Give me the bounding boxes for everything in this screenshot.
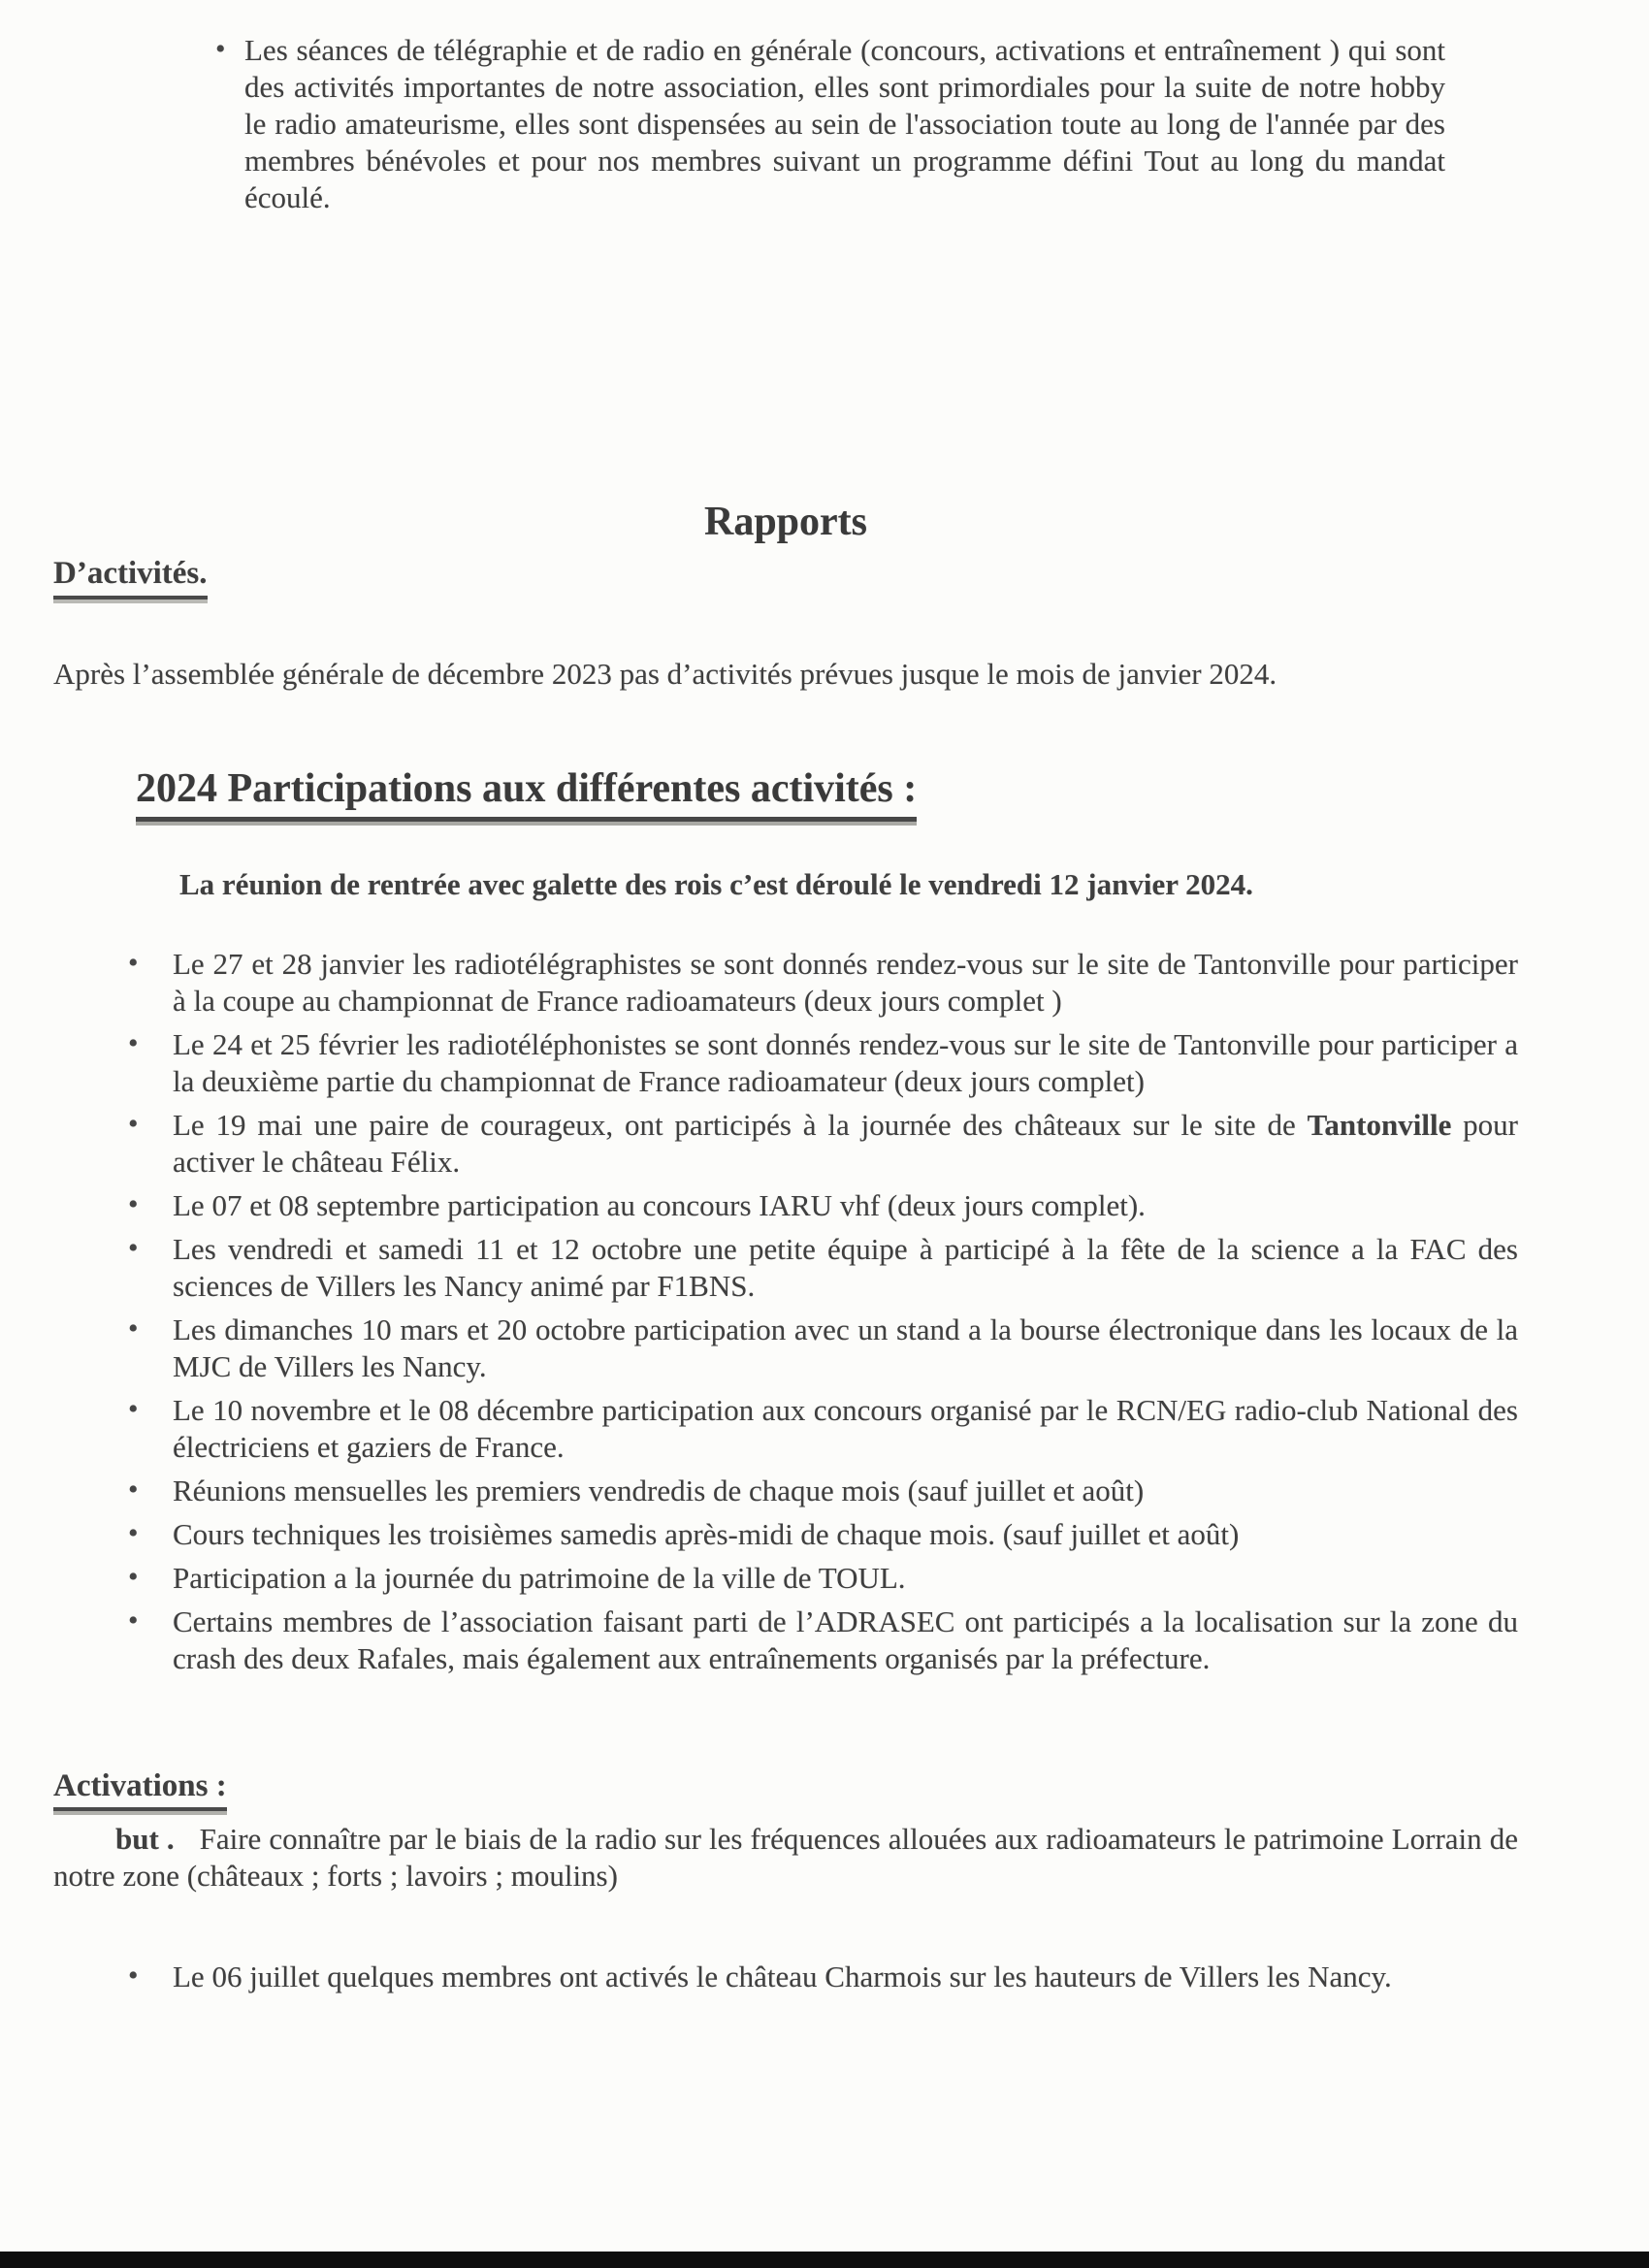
activity-text: pour activer le château Félix. [173, 1108, 1519, 1179]
but-text: Faire connaître par le biais de la radio sur les fréquences allouées aux radioamateurs le patrimoine Lorrain de notre zone (châteaux ; forts ; lavoirs ; moulins) [53, 1822, 1518, 1893]
activity-text: Le 19 mai une paire de courageux, ont participés à la journée des châteaux sur le site de [173, 1108, 1308, 1142]
intro-paragraph: Après l’assemblée générale de décembre 2023 pas d’activités prévues jusque le mois de janvier 2024. [53, 657, 1277, 691]
activation-text: Le 06 juillet quelques membres ont activés le château Charmois sur les hauteurs de Villers les Nancy. [173, 1960, 1392, 1993]
activity-text: Participation a la journée du patrimoine de la ville de TOUL. [173, 1561, 906, 1595]
list-item [126, 1560, 1518, 1597]
but-label: but . [115, 1822, 175, 1856]
activity-text: Cours techniques les troisièmes samedis après-midi de chaque mois. (sauf juillet et août) [173, 1517, 1240, 1551]
list-item [126, 1107, 1518, 1181]
list-item [126, 1392, 1518, 1466]
participations-heading-text: 2024 Participations aux différentes activités : [136, 764, 917, 822]
list-item [215, 32, 1445, 216]
list-item [126, 1516, 1518, 1553]
list-item [126, 946, 1518, 1020]
bullet-icon: • [128, 1474, 139, 1506]
bullet-icon: • [128, 1561, 139, 1593]
activations-purpose [53, 1821, 1518, 1895]
bullet-icon: • [215, 33, 226, 65]
bullet-icon: • [128, 1188, 139, 1220]
list-item [126, 1473, 1518, 1509]
activations-heading [53, 1766, 1518, 1811]
activity-text: Les vendredi et samedi 11 et 12 octobre une petite équipe à participé à la fête de la science a la FAC des sciences de Villers les Nancy animé par F1BNS. [173, 1232, 1518, 1303]
activity-text: Certains membres de l’association faisant parti de l’ADRASEC ont participés a la localisation sur la zone du crash des deux Rafales, mais également aux entraînements organisés par la préfecture. [173, 1604, 1518, 1675]
activity-text-bold: Tantonville [1307, 1108, 1452, 1142]
bullet-icon: • [128, 1960, 139, 1992]
intro-bullet-text: Les séances de télégraphie et de radio en générale (concours, activations et entraînement ) qui sont des activités importantes de notre association, elles sont primordiales pour la suite de notre hobby le radio amateurisme, elles sont dispensées au sein de l'association toute au long de l'année par des membres bénévoles et pour nos membres suivant un programme défini Tout au long du mandat écoulé. [244, 33, 1445, 214]
scan-edge-artifact [0, 2252, 1649, 2268]
list-item [126, 1231, 1518, 1305]
list-item [126, 1026, 1518, 1100]
bullet-icon: • [128, 1232, 139, 1264]
bullet-icon: • [128, 1517, 139, 1549]
list-item [126, 1312, 1518, 1385]
bullet-icon: • [128, 1108, 139, 1140]
bullet-icon: • [128, 1393, 139, 1425]
list-item [126, 1187, 1518, 1224]
activities-list [126, 946, 1518, 1677]
list-item [126, 1959, 1518, 1995]
reunion-statement: La réunion de rentrée avec galette des rois c’est déroulé le vendredi 12 janvier 2024. [179, 867, 1253, 901]
participations-heading [136, 764, 1518, 822]
dactivites-heading [53, 554, 1518, 599]
activations-heading-text: Activations : [53, 1766, 227, 1811]
activity-text: Les dimanches 10 mars et 20 octobre participation avec un stand a la bourse électronique dans les locaux de la MJC de Villers les Nancy. [173, 1312, 1518, 1383]
activity-text: Le 24 et 25 février les radiotéléphonistes se sont donnés rendez-vous sur le site de Tantonville pour participer a la deuxième partie du championnat de France radioamateur (deux jours complet) [173, 1027, 1518, 1098]
list-item [126, 1604, 1518, 1677]
activity-text: Le 07 et 08 septembre participation au concours IARU vhf (deux jours complet). [173, 1188, 1146, 1222]
bullet-icon: • [128, 1312, 139, 1345]
rapports-title: Rapports [703, 500, 868, 544]
activity-text: Réunions mensuelles les premiers vendredis de chaque mois (sauf juillet et août) [173, 1474, 1145, 1507]
dactivites-heading-text: D’activités. [53, 554, 208, 599]
activity-text: Le 27 et 28 janvier les radiotélégraphistes se sont donnés rendez-vous sur le site de Tantonville pour participer à la coupe au championnat de France radioamateurs (deux jours complet ) [173, 947, 1518, 1018]
activations-list [126, 1959, 1518, 1995]
intro-bullet-list [215, 32, 1445, 216]
bullet-icon: • [128, 1604, 139, 1636]
bullet-icon: • [128, 1027, 139, 1059]
activity-text: Le 10 novembre et le 08 décembre participation aux concours organisé par le RCN/EG radio-club National des électriciens et gaziers de France. [173, 1393, 1518, 1464]
bullet-icon: • [128, 947, 139, 979]
